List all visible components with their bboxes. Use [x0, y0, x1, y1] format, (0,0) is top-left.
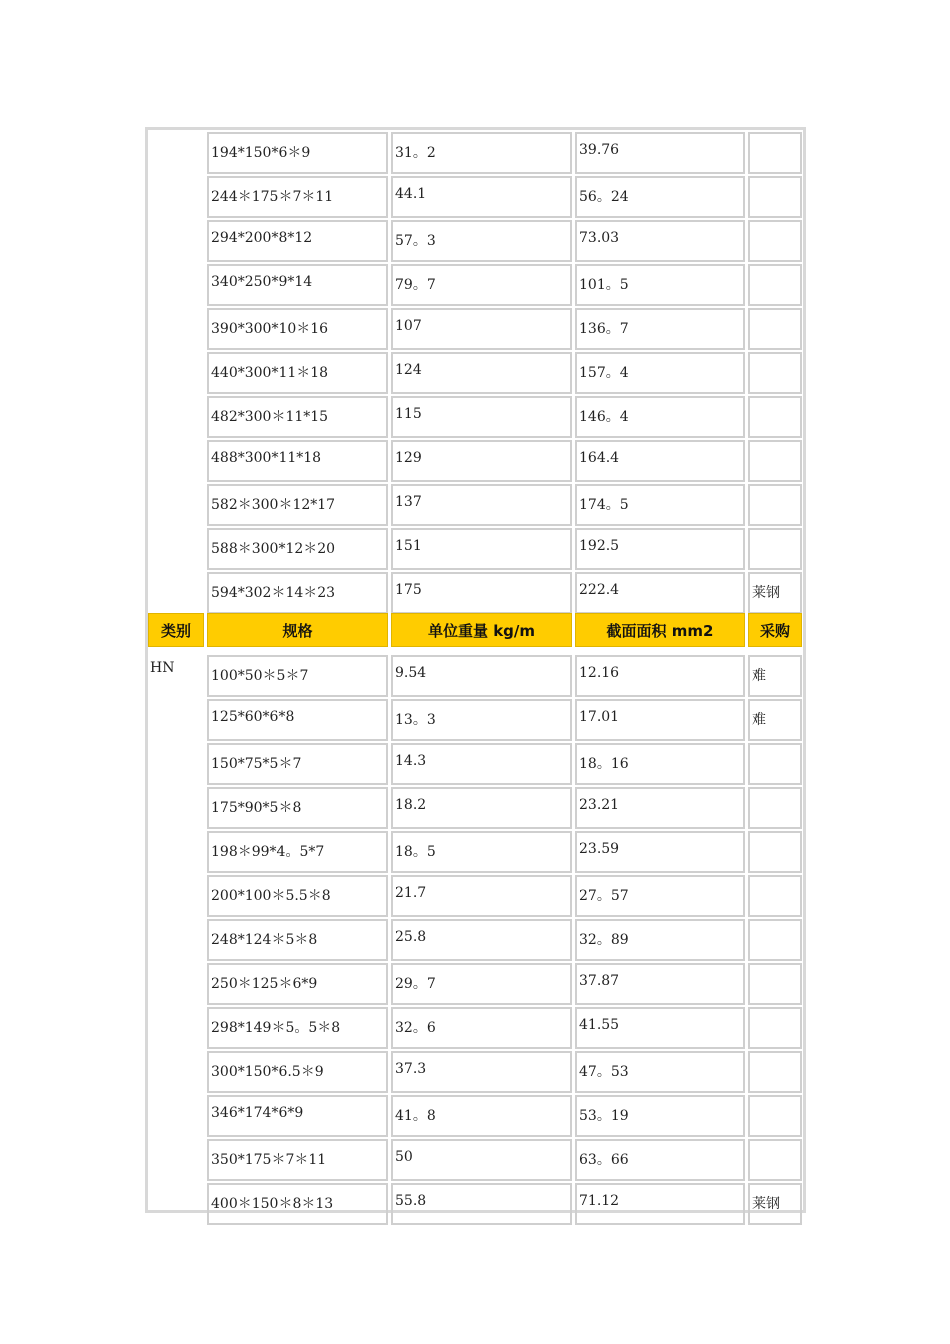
- purchase-note-cell: [748, 743, 802, 785]
- weight-cell: 124: [391, 352, 572, 394]
- weight-cell: 37.3: [391, 1051, 572, 1093]
- area-cell: 136。7: [575, 308, 745, 350]
- spec-cell: 350*175＊7＊11: [207, 1139, 388, 1181]
- table-row: [148, 438, 803, 482]
- spec-cell: 100*50＊5＊7: [207, 655, 388, 697]
- area-cell: 27。57: [575, 875, 745, 917]
- area-cell: 157。4: [575, 352, 745, 394]
- weight-cell: 14.3: [391, 743, 572, 785]
- spec-cell: 125*60*6*8: [207, 699, 388, 741]
- weight-cell: 29。7: [391, 963, 572, 1005]
- area-cell: 17.01: [575, 699, 745, 741]
- weight-cell: 55.8: [391, 1183, 572, 1225]
- purchase-note-cell: [748, 919, 802, 961]
- table-row: [148, 1005, 803, 1049]
- table-row: [148, 174, 803, 218]
- area-cell: 47。53: [575, 1051, 745, 1093]
- purchase-note-cell: [748, 132, 802, 174]
- spec-cell: 340*250*9*14: [207, 264, 388, 306]
- table-row: [148, 306, 803, 350]
- spec-cell: 175*90*5＊8: [207, 787, 388, 829]
- table-row: [148, 873, 803, 917]
- spec-cell: 194*150*6＊9: [207, 132, 388, 174]
- spec-cell: 150*75*5＊7: [207, 743, 388, 785]
- spec-cell: 588＊300*12＊20: [207, 528, 388, 570]
- spec-cell: 300*150*6.5＊9: [207, 1051, 388, 1093]
- weight-cell: 21.7: [391, 875, 572, 917]
- area-cell: 23.21: [575, 787, 745, 829]
- table-row: [148, 394, 803, 438]
- header-purchase: 采购: [748, 613, 802, 647]
- weight-cell: 57。3: [391, 220, 572, 262]
- spec-cell: 488*300*11*18: [207, 440, 388, 482]
- table-row: [148, 350, 803, 394]
- purchase-note-cell: [748, 264, 802, 306]
- spec-cell: 346*174*6*9: [207, 1095, 388, 1137]
- purchase-note-cell: [748, 1051, 802, 1093]
- spec-cell: 594*302＊14＊23: [207, 572, 388, 614]
- header-spec: 规格: [207, 613, 388, 647]
- spec-cell: 248*124＊5＊8: [207, 919, 388, 961]
- table-row: [148, 130, 803, 174]
- weight-cell: 9.54: [391, 655, 572, 697]
- weight-cell: 107: [391, 308, 572, 350]
- weight-cell: 115: [391, 396, 572, 438]
- weight-cell: 151: [391, 528, 572, 570]
- purchase-note-cell: [748, 875, 802, 917]
- area-cell: 101。5: [575, 264, 745, 306]
- spec-cell: 390*300*10＊16: [207, 308, 388, 350]
- area-cell: 73.03: [575, 220, 745, 262]
- table-header-row: [148, 611, 803, 651]
- table-row: [148, 482, 803, 526]
- table-row: [148, 697, 803, 741]
- area-cell: 41.55: [575, 1007, 745, 1049]
- purchase-note-cell: [748, 963, 802, 1005]
- header-area: 截面面积 mm2: [575, 613, 745, 647]
- weight-cell: 25.8: [391, 919, 572, 961]
- table-row: [148, 785, 803, 829]
- weight-cell: 79。7: [391, 264, 572, 306]
- purchase-note-cell: [748, 396, 802, 438]
- area-cell: 71.12: [575, 1183, 745, 1225]
- table-row: [148, 961, 803, 1005]
- purchase-note-cell: [748, 484, 802, 526]
- purchase-note-cell: [748, 787, 802, 829]
- area-cell: 164.4: [575, 440, 745, 482]
- table-row: [148, 741, 803, 785]
- area-cell: 192.5: [575, 528, 745, 570]
- purchase-note-cell: 难: [748, 655, 802, 697]
- weight-cell: 129: [391, 440, 572, 482]
- purchase-note-cell: [748, 528, 802, 570]
- purchase-note-cell: 莱钢: [748, 1183, 802, 1225]
- area-cell: 12.16: [575, 655, 745, 697]
- spec-cell: 582＊300＊12*17: [207, 484, 388, 526]
- header-category: 类别: [148, 613, 204, 647]
- table-row: [148, 653, 803, 697]
- header-weight: 单位重量 kg/m: [391, 613, 572, 647]
- weight-cell: 32。6: [391, 1007, 572, 1049]
- area-cell: 146。4: [575, 396, 745, 438]
- table-row: [148, 526, 803, 570]
- purchase-note-cell: [748, 1095, 802, 1137]
- spec-cell: 198＊99*4。5*7: [207, 831, 388, 873]
- table-row: [148, 1137, 803, 1181]
- weight-cell: 41。8: [391, 1095, 572, 1137]
- weight-cell: 44.1: [391, 176, 572, 218]
- area-cell: 18。16: [575, 743, 745, 785]
- area-cell: 53。19: [575, 1095, 745, 1137]
- area-cell: 37.87: [575, 963, 745, 1005]
- area-cell: 56。24: [575, 176, 745, 218]
- table-row: [148, 218, 803, 262]
- spec-cell: 400＊150＊8＊13: [207, 1183, 388, 1225]
- table-row: [148, 262, 803, 306]
- table-row: [148, 570, 803, 614]
- weight-cell: 18.2: [391, 787, 572, 829]
- spec-cell: 200*100＊5.5＊8: [207, 875, 388, 917]
- spec-cell: 298*149＊5。5＊8: [207, 1007, 388, 1049]
- purchase-note-cell: [748, 352, 802, 394]
- steel-spec-table: [145, 127, 806, 1213]
- purchase-note-cell: [748, 220, 802, 262]
- table-row: [148, 1049, 803, 1093]
- purchase-note-cell: [748, 831, 802, 873]
- area-cell: 222.4: [575, 572, 745, 614]
- weight-cell: 18。5: [391, 831, 572, 873]
- table-row: [148, 1181, 803, 1225]
- purchase-note-cell: 难: [748, 699, 802, 741]
- area-cell: 63。66: [575, 1139, 745, 1181]
- area-cell: 174。5: [575, 484, 745, 526]
- weight-cell: 175: [391, 572, 572, 614]
- weight-cell: 50: [391, 1139, 572, 1181]
- weight-cell: 31。2: [391, 132, 572, 174]
- purchase-note-cell: [748, 1007, 802, 1049]
- area-cell: 23.59: [575, 831, 745, 873]
- spec-cell: 482*300＊11*15: [207, 396, 388, 438]
- purchase-note-cell: [748, 176, 802, 218]
- table-row: [148, 917, 803, 961]
- area-cell: 32。89: [575, 919, 745, 961]
- table-row: [148, 1093, 803, 1137]
- table-row: [148, 829, 803, 873]
- spec-cell: 250＊125＊6*9: [207, 963, 388, 1005]
- spec-cell: 440*300*11＊18: [207, 352, 388, 394]
- weight-cell: 137: [391, 484, 572, 526]
- purchase-note-cell: [748, 440, 802, 482]
- area-cell: 39.76: [575, 132, 745, 174]
- category-hn-label: HN: [150, 660, 175, 676]
- spec-cell: 294*200*8*12: [207, 220, 388, 262]
- weight-cell: 13。3: [391, 699, 572, 741]
- purchase-note-cell: 莱钢: [748, 572, 802, 614]
- spec-cell: 244＊175＊7＊11: [207, 176, 388, 218]
- purchase-note-cell: [748, 308, 802, 350]
- purchase-note-cell: [748, 1139, 802, 1181]
